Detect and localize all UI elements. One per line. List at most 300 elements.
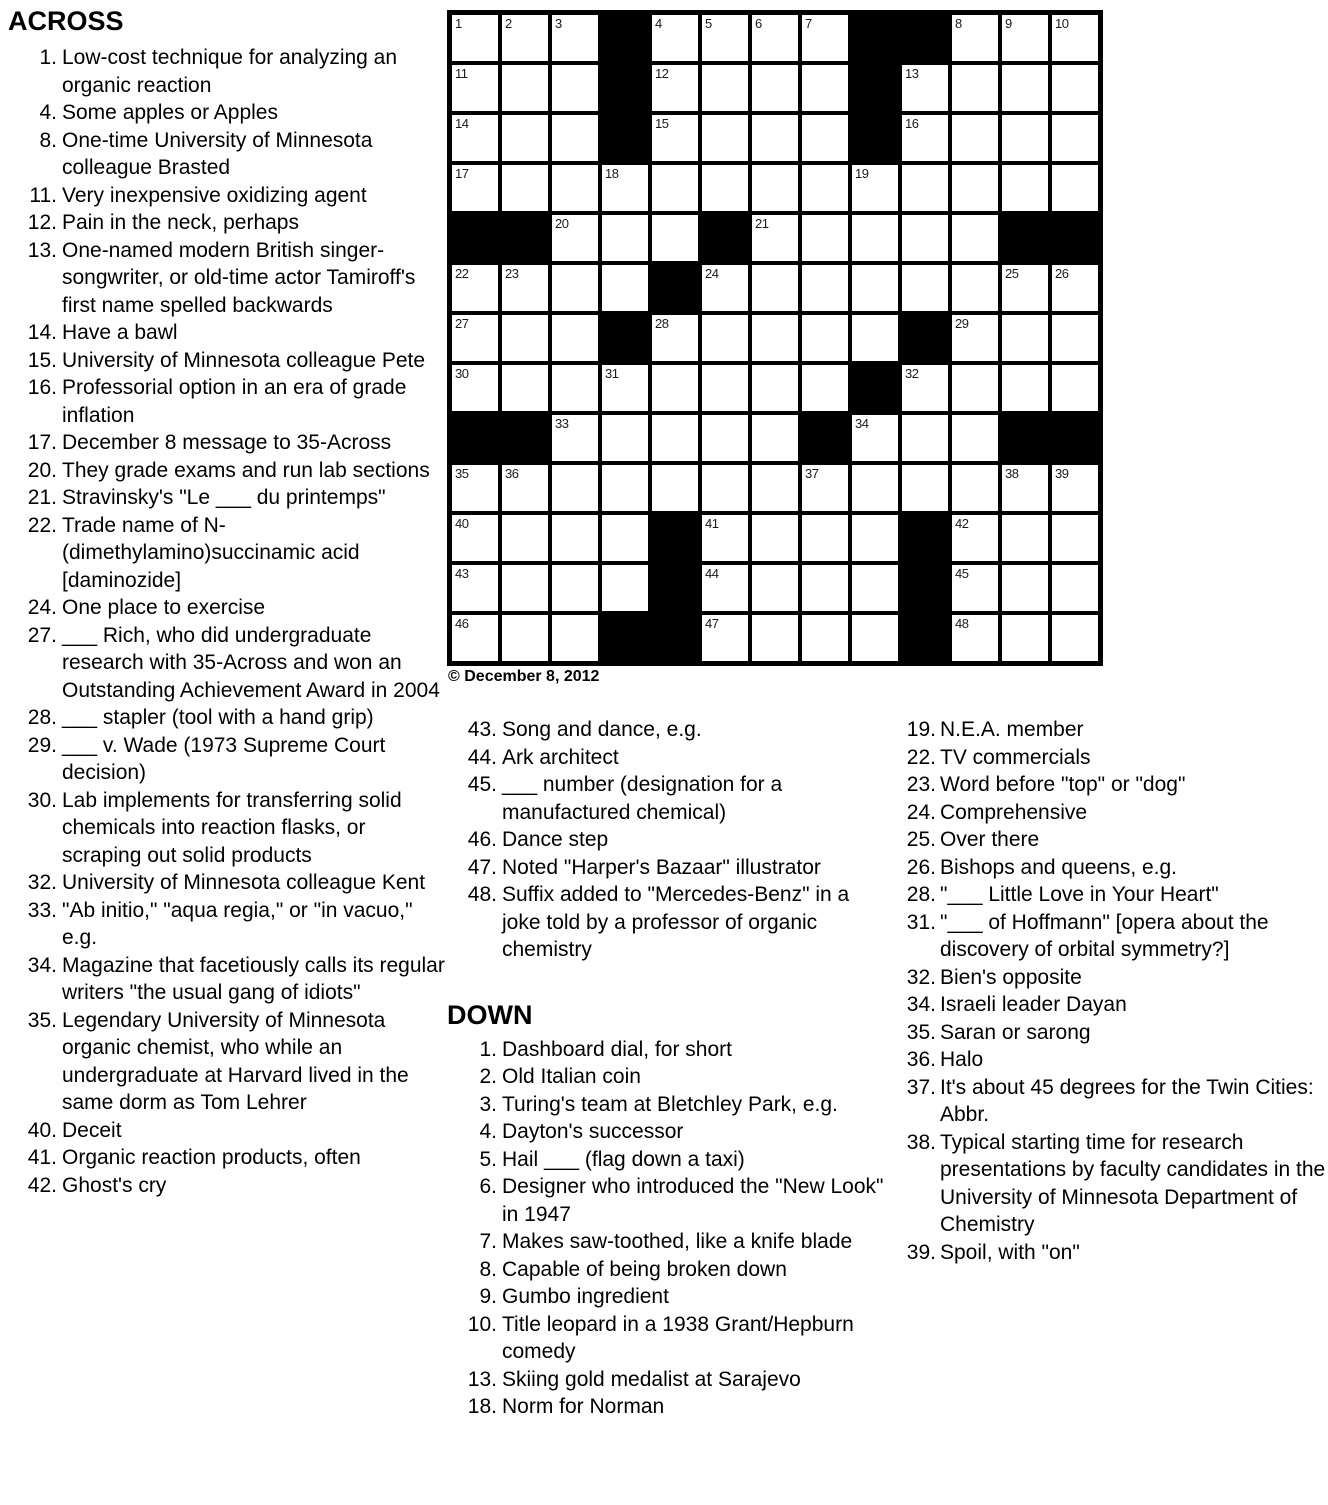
black-square-r9c2	[502, 415, 548, 461]
clue-number: 15.	[27, 348, 57, 372]
cell-number: 15	[655, 116, 669, 131]
grid-cell-r2c6[interactable]	[702, 65, 748, 111]
grid-cell-r10c4[interactable]	[602, 465, 648, 511]
black-square-r2c4	[602, 65, 648, 111]
grid-cell-r4c9[interactable]	[852, 165, 898, 211]
clue-text: Bishops and queens, e.g.	[940, 855, 1178, 879]
clue-number: 19.	[906, 718, 936, 741]
grid-cell-r12c6[interactable]	[702, 565, 748, 611]
cell-number: 44	[705, 566, 719, 581]
clue-number: 32.	[27, 871, 57, 894]
grid-cell-r9c9[interactable]	[852, 415, 898, 461]
clue-number: 30.	[27, 788, 57, 812]
clue-number: 41.	[27, 1146, 57, 1169]
grid-cell-r2c2[interactable]	[502, 65, 548, 111]
cell-number: 6	[755, 16, 762, 31]
clue-number: 39.	[906, 1240, 936, 1264]
grid-cell-r6c11[interactable]	[952, 265, 998, 311]
cell-number: 22	[455, 266, 469, 281]
grid-cell-r13c9[interactable]	[852, 615, 898, 661]
grid-cell-r1c3[interactable]	[552, 15, 598, 61]
down-clue-25	[895, 826, 1328, 854]
down-clue-38	[895, 1129, 1328, 1239]
grid-cell-r5c3[interactable]	[552, 215, 598, 261]
grid-cell-r13c6[interactable]	[702, 615, 748, 661]
grid-cell-r8c3[interactable]	[552, 365, 598, 411]
cell-number: 29	[955, 316, 969, 331]
grid-cell-r7c13[interactable]	[1052, 315, 1098, 361]
grid-cell-r11c4[interactable]	[602, 515, 648, 561]
clue-text: Professorial option in an era of grade inflation	[62, 376, 407, 427]
clue-number: 11.	[29, 183, 57, 207]
cell-number: 30	[455, 366, 469, 381]
clue-text: Capable of being broken down	[502, 1257, 787, 1281]
grid-cell-r8c2[interactable]	[502, 365, 548, 411]
black-square-r5c13	[1052, 215, 1098, 261]
across-clue-42	[8, 1172, 445, 1200]
cell-number: 20	[555, 216, 569, 231]
grid-cell-r8c11[interactable]	[952, 365, 998, 411]
clue-number: 29.	[27, 733, 57, 757]
clue-number: 12.	[27, 211, 57, 234]
down-clue-23	[895, 771, 1328, 799]
grid-cell-r1c5[interactable]	[652, 15, 698, 61]
grid-cell-r4c5[interactable]	[652, 165, 698, 211]
grid-cell-r3c2[interactable]	[502, 115, 548, 161]
grid-cell-r5c10[interactable]	[902, 215, 948, 261]
grid-cell-r6c12[interactable]	[1002, 265, 1048, 311]
clue-number: 4.	[479, 1120, 497, 1143]
grid-cell-r12c3[interactable]	[552, 565, 598, 611]
grid-cell-r13c8[interactable]	[802, 615, 848, 661]
grid-cell-r5c8[interactable]	[802, 215, 848, 261]
clue-text: One-time University of Minnesota colleague Brasted	[62, 128, 373, 179]
grid-cell-r4c4[interactable]	[602, 165, 648, 211]
clue-number: 24.	[906, 800, 936, 824]
clue-text: Deceit	[62, 1118, 122, 1142]
across-clue-29	[8, 732, 445, 787]
clue-text: Suffix added to "Mercedes-Benz" in a joke told by a professor of organic chemistry	[502, 883, 850, 961]
grid-cell-r10c12[interactable]	[1002, 465, 1048, 511]
down-clue-35	[895, 1019, 1328, 1047]
grid-cell-r11c8[interactable]	[802, 515, 848, 561]
clue-number: 13.	[467, 1367, 497, 1391]
across-clue-15	[8, 347, 445, 375]
clue-text: Have a bawl	[62, 321, 178, 344]
grid-cell-r6c10[interactable]	[902, 265, 948, 311]
cell-number: 8	[955, 16, 962, 31]
across-clue-32	[8, 869, 445, 897]
grid-cell-r13c7[interactable]	[752, 615, 798, 661]
grid-cell-r4c2[interactable]	[502, 165, 548, 211]
grid-cell-r7c7[interactable]	[752, 315, 798, 361]
grid-cell-r10c9[interactable]	[852, 465, 898, 511]
clue-text: "___ of Hoffmann" [opera about the discovery of orbital symmetry?]	[940, 910, 1269, 961]
clue-number: 35.	[906, 1020, 936, 1044]
grid-cell-r3c6[interactable]	[702, 115, 748, 161]
across-clue-47	[447, 854, 885, 882]
cell-number: 38	[1005, 466, 1019, 481]
clue-text: Makes saw-toothed, like a knife blade	[502, 1230, 853, 1253]
grid-cell-r10c13[interactable]	[1052, 465, 1098, 511]
across-clue-13	[8, 237, 445, 320]
cell-number: 31	[605, 366, 619, 381]
grid-cell-r1c1[interactable]	[452, 15, 498, 61]
grid-cell-r13c12[interactable]	[1002, 615, 1048, 661]
cell-number: 41	[705, 516, 719, 531]
grid-cell-r3c12[interactable]	[1002, 115, 1048, 161]
cell-number: 17	[455, 166, 469, 181]
cell-number: 2	[505, 16, 512, 31]
grid-cell-r8c5[interactable]	[652, 365, 698, 411]
grid-cell-r4c8[interactable]	[802, 165, 848, 211]
down-clue-31	[895, 909, 1328, 964]
grid-cell-r12c1[interactable]	[452, 565, 498, 611]
grid-cell-r12c7[interactable]	[752, 565, 798, 611]
grid-cell-r8c10[interactable]	[902, 365, 948, 411]
grid-cell-r9c11[interactable]	[952, 415, 998, 461]
grid-cell-r8c7[interactable]	[752, 365, 798, 411]
cell-number: 43	[455, 566, 469, 581]
clue-text: Halo	[940, 1048, 984, 1071]
across-clue-22	[8, 512, 445, 595]
grid-cell-r6c4[interactable]	[602, 265, 648, 311]
clue-number: 32.	[906, 965, 936, 989]
grid-cell-r5c5[interactable]	[652, 215, 698, 261]
black-square-r7c10	[902, 315, 948, 361]
across-clue-21	[8, 484, 445, 512]
clue-number: 44.	[467, 745, 497, 769]
black-square-r9c12	[1002, 415, 1048, 461]
clue-text: ___ v. Wade (1973 Supreme Court decision)	[62, 733, 386, 784]
grid-cell-r12c2[interactable]	[502, 565, 548, 611]
grid-cell-r2c7[interactable]	[752, 65, 798, 111]
clue-text: It's about 45 degrees for the Twin Cities: Abbr.	[940, 1075, 1314, 1126]
grid-cell-r3c5[interactable]	[652, 115, 698, 161]
grid-cell-r2c8[interactable]	[802, 65, 848, 111]
grid-cell-r11c7[interactable]	[752, 515, 798, 561]
grid-cell-r7c12[interactable]	[1002, 315, 1048, 361]
grid-cell-r1c7[interactable]	[752, 15, 798, 61]
clue-text: Organic reaction products, often	[62, 1146, 361, 1169]
grid-cell-r9c6[interactable]	[702, 415, 748, 461]
cell-number: 14	[455, 116, 469, 131]
grid-cell-r4c6[interactable]	[702, 165, 748, 211]
grid-cell-r7c11[interactable]	[952, 315, 998, 361]
grid-cell-r13c2[interactable]	[502, 615, 548, 661]
cell-number: 35	[455, 466, 469, 481]
across-clue-41	[8, 1144, 445, 1172]
grid-cell-r13c11[interactable]	[952, 615, 998, 661]
clue-number: 37.	[906, 1075, 936, 1099]
grid-cell-r11c12[interactable]	[1002, 515, 1048, 561]
down-clue-5	[447, 1146, 885, 1174]
cell-number: 27	[455, 316, 469, 331]
down-clue-26	[895, 854, 1328, 882]
clue-text: One place to exercise	[62, 596, 266, 619]
grid-cell-r8c6[interactable]	[702, 365, 748, 411]
grid-cell-r3c7[interactable]	[752, 115, 798, 161]
grid-cell-r11c1[interactable]	[452, 515, 498, 561]
grid-cell-r4c10[interactable]	[902, 165, 948, 211]
cell-number: 36	[505, 466, 519, 481]
copyright-line: © December 8, 2012	[448, 668, 600, 685]
clue-number: 17.	[27, 431, 57, 454]
clue-number: 26.	[906, 855, 936, 879]
clue-text: Low-cost technique for analyzing an organic reaction	[62, 46, 398, 97]
clue-number: 33.	[27, 898, 57, 922]
cell-number: 24	[705, 266, 719, 281]
across-clue-34	[8, 952, 445, 1007]
grid-cell-r10c2[interactable]	[502, 465, 548, 511]
grid-cell-r9c5[interactable]	[652, 415, 698, 461]
grid-cell-r10c8[interactable]	[802, 465, 848, 511]
grid-cell-r2c5[interactable]	[652, 65, 698, 111]
grid-cell-r1c6[interactable]	[702, 15, 748, 61]
clue-number: 38.	[906, 1130, 936, 1154]
grid-cell-r4c12[interactable]	[1002, 165, 1048, 211]
grid-cell-r2c1[interactable]	[452, 65, 498, 111]
grid-cell-r6c3[interactable]	[552, 265, 598, 311]
across-clue-12	[8, 209, 445, 237]
clue-text: TV commercials	[940, 745, 1091, 769]
grid-cell-r12c9[interactable]	[852, 565, 898, 611]
clue-number: 18.	[467, 1395, 497, 1418]
grid-cell-r5c9[interactable]	[852, 215, 898, 261]
down-clue-36	[895, 1046, 1328, 1074]
grid-cell-r10c10[interactable]	[902, 465, 948, 511]
cell-number: 1	[455, 16, 462, 31]
clue-text: University of Minnesota colleague Pete	[62, 348, 426, 372]
grid-cell-r10c6[interactable]	[702, 465, 748, 511]
grid-cell-r8c13[interactable]	[1052, 365, 1098, 411]
grid-cell-r12c4[interactable]	[602, 565, 648, 611]
grid-cell-r12c12[interactable]	[1002, 565, 1048, 611]
down-clue-34	[895, 991, 1328, 1019]
grid-cell-r7c9[interactable]	[852, 315, 898, 361]
clue-number: 28.	[906, 883, 936, 906]
clue-number: 20.	[27, 458, 57, 482]
clue-number: 28.	[27, 706, 57, 729]
clue-number: 1.	[39, 46, 57, 69]
grid-cell-r8c1[interactable]	[452, 365, 498, 411]
clue-number: 34.	[906, 993, 936, 1016]
grid-cell-r4c3[interactable]	[552, 165, 598, 211]
clue-number: 22.	[27, 513, 57, 537]
clue-text: Over there	[940, 828, 1040, 851]
grid-cell-r7c8[interactable]	[802, 315, 848, 361]
grid-cell-r8c12[interactable]	[1002, 365, 1048, 411]
grid-cell-r9c4[interactable]	[602, 415, 648, 461]
down-clue-8	[447, 1256, 885, 1284]
black-square-r13c5	[652, 615, 698, 661]
grid-cell-r1c2[interactable]	[502, 15, 548, 61]
grid-cell-r3c13[interactable]	[1052, 115, 1098, 161]
grid-cell-r10c1[interactable]	[452, 465, 498, 511]
grid-cell-r6c8[interactable]	[802, 265, 848, 311]
grid-cell-r13c1[interactable]	[452, 615, 498, 661]
cell-number: 21	[755, 216, 769, 231]
clue-text: Ark architect	[502, 745, 619, 769]
grid-cell-r2c12[interactable]	[1002, 65, 1048, 111]
cell-number: 16	[905, 116, 919, 131]
clue-text: They grade exams and run lab sections	[62, 458, 430, 482]
grid-cell-r6c9[interactable]	[852, 265, 898, 311]
clue-number: 48.	[467, 883, 497, 906]
clue-number: 8.	[39, 128, 57, 152]
clue-text: Noted "Harper's Bazaar" illustrator	[502, 855, 821, 879]
clue-text: University of Minnesota colleague Kent	[62, 871, 426, 894]
grid-cell-r7c1[interactable]	[452, 315, 498, 361]
clue-number: 40.	[27, 1118, 57, 1142]
clue-number: 46.	[467, 828, 497, 851]
grid-cell-r8c8[interactable]	[802, 365, 848, 411]
clue-text: Dayton's successor	[502, 1120, 684, 1143]
cell-number: 48	[955, 616, 969, 631]
grid-cell-r10c5[interactable]	[652, 465, 698, 511]
cell-number: 26	[1055, 266, 1069, 281]
grid-cell-r13c13[interactable]	[1052, 615, 1098, 661]
grid-cell-r2c10[interactable]	[902, 65, 948, 111]
clue-text: Hail ___ (flag down a taxi)	[502, 1147, 745, 1171]
grid-cell-r4c1[interactable]	[452, 165, 498, 211]
down-clue-list-right	[895, 716, 1328, 1266]
grid-cell-r10c11[interactable]	[952, 465, 998, 511]
grid-cell-r7c3[interactable]	[552, 315, 598, 361]
cell-number: 45	[955, 566, 969, 581]
clue-text: Very inexpensive oxidizing agent	[62, 183, 367, 207]
grid-cell-r7c2[interactable]	[502, 315, 548, 361]
grid-cell-r5c11[interactable]	[952, 215, 998, 261]
grid-cell-r7c5[interactable]	[652, 315, 698, 361]
grid-cell-r2c13[interactable]	[1052, 65, 1098, 111]
clue-number: 25.	[906, 828, 936, 851]
right-column	[895, 716, 1328, 1266]
black-square-r6c5	[652, 265, 698, 311]
black-square-r9c8	[802, 415, 848, 461]
black-square-r5c12	[1002, 215, 1048, 261]
black-square-r9c13	[1052, 415, 1098, 461]
grid-cell-r9c10[interactable]	[902, 415, 948, 461]
grid-cell-r6c13[interactable]	[1052, 265, 1098, 311]
down-clue-13	[447, 1366, 885, 1394]
across-clue-list-continued	[447, 716, 885, 964]
down-clue-4	[447, 1118, 885, 1146]
grid-cell-r11c6[interactable]	[702, 515, 748, 561]
grid-cell-r4c13[interactable]	[1052, 165, 1098, 211]
black-square-r7c4	[602, 315, 648, 361]
grid-cell-r6c6[interactable]	[702, 265, 748, 311]
grid-cell-r3c8[interactable]	[802, 115, 848, 161]
down-clue-9	[447, 1283, 885, 1311]
grid-cell-r6c1[interactable]	[452, 265, 498, 311]
grid-cell-r4c11[interactable]	[952, 165, 998, 211]
black-square-r1c10	[902, 15, 948, 61]
grid-cell-r10c3[interactable]	[552, 465, 598, 511]
clue-number: 8.	[479, 1257, 497, 1281]
cell-number: 13	[905, 66, 919, 81]
black-square-r5c1	[452, 215, 498, 261]
grid-cell-r12c13[interactable]	[1052, 565, 1098, 611]
clue-text: Stravinsky's "Le ___ du printemps"	[62, 486, 386, 509]
clue-text: Comprehensive	[940, 800, 1088, 824]
clue-text: Magazine that facetiously calls its regular writers "the usual gang of idiots"	[62, 953, 445, 1004]
clue-number: 2.	[479, 1065, 497, 1088]
grid-cell-r3c10[interactable]	[902, 115, 948, 161]
grid-cell-r11c9[interactable]	[852, 515, 898, 561]
grid-cell-r4c7[interactable]	[752, 165, 798, 211]
grid-cell-r6c7[interactable]	[752, 265, 798, 311]
across-clue-28	[8, 704, 445, 732]
clue-text: Lab implements for transferring solid chemicals into reaction flasks, or scraping out solid products	[62, 788, 402, 867]
down-clue-32	[895, 964, 1328, 992]
grid-cell-r12c8[interactable]	[802, 565, 848, 611]
grid-cell-r5c4[interactable]	[602, 215, 648, 261]
grid-cell-r2c11[interactable]	[952, 65, 998, 111]
grid-cell-r10c7[interactable]	[752, 465, 798, 511]
across-clue-24	[8, 594, 445, 622]
grid-cell-r13c3[interactable]	[552, 615, 598, 661]
grid-cell-r9c7[interactable]	[752, 415, 798, 461]
grid-cell-r9c3[interactable]	[552, 415, 598, 461]
clue-text: Saran or sarong	[940, 1020, 1091, 1044]
clue-text: Israeli leader Dayan	[940, 993, 1127, 1016]
grid-cell-r1c12[interactable]	[1002, 15, 1048, 61]
across-clue-40	[8, 1117, 445, 1145]
clue-text: Pain in the neck, perhaps	[62, 211, 299, 234]
clue-text: Designer who introduced the "New Look" in 1947	[502, 1175, 884, 1226]
cell-number: 34	[855, 416, 869, 431]
cell-number: 12	[655, 66, 669, 81]
grid-cell-r3c1[interactable]	[452, 115, 498, 161]
grid-cell-r3c11[interactable]	[952, 115, 998, 161]
cell-number: 39	[1055, 466, 1069, 481]
grid-cell-r1c11[interactable]	[952, 15, 998, 61]
clue-text: Song and dance, e.g.	[502, 718, 702, 741]
clue-number: 10.	[467, 1312, 497, 1336]
down-clue-19	[895, 716, 1328, 744]
grid-cell-r1c8[interactable]	[802, 15, 848, 61]
grid-cell-r11c11[interactable]	[952, 515, 998, 561]
grid-cell-r5c7[interactable]	[752, 215, 798, 261]
down-clue-22	[895, 744, 1328, 772]
grid-cell-r1c13[interactable]	[1052, 15, 1098, 61]
grid-cell-r11c13[interactable]	[1052, 515, 1098, 561]
clue-number: 21.	[27, 486, 57, 509]
clue-text: One-named modern British singer-songwriter, or old-time actor Tamiroff's first name spelled backwards	[62, 238, 416, 317]
clue-text: Dance step	[502, 828, 609, 851]
grid-cell-r2c3[interactable]	[552, 65, 598, 111]
grid-cell-r8c4[interactable]	[602, 365, 648, 411]
black-square-r1c9	[852, 15, 898, 61]
clue-number: 43.	[467, 718, 497, 741]
grid-cell-r3c3[interactable]	[552, 115, 598, 161]
grid-cell-r7c6[interactable]	[702, 315, 748, 361]
clue-text: N.E.A. member	[940, 718, 1084, 741]
black-square-r12c5	[652, 565, 698, 611]
clue-number: 24.	[27, 596, 57, 619]
grid-cell-r11c2[interactable]	[502, 515, 548, 561]
across-clue-33	[8, 897, 445, 952]
grid-cell-r12c11[interactable]	[952, 565, 998, 611]
clue-text: Word before "top" or "dog"	[940, 773, 1186, 796]
cell-number: 7	[805, 16, 812, 31]
across-clue-1	[8, 44, 445, 99]
cell-number: 40	[455, 516, 469, 531]
down-clue-2	[447, 1063, 885, 1091]
grid-cell-r6c2[interactable]	[502, 265, 548, 311]
grid-cell-r11c3[interactable]	[552, 515, 598, 561]
